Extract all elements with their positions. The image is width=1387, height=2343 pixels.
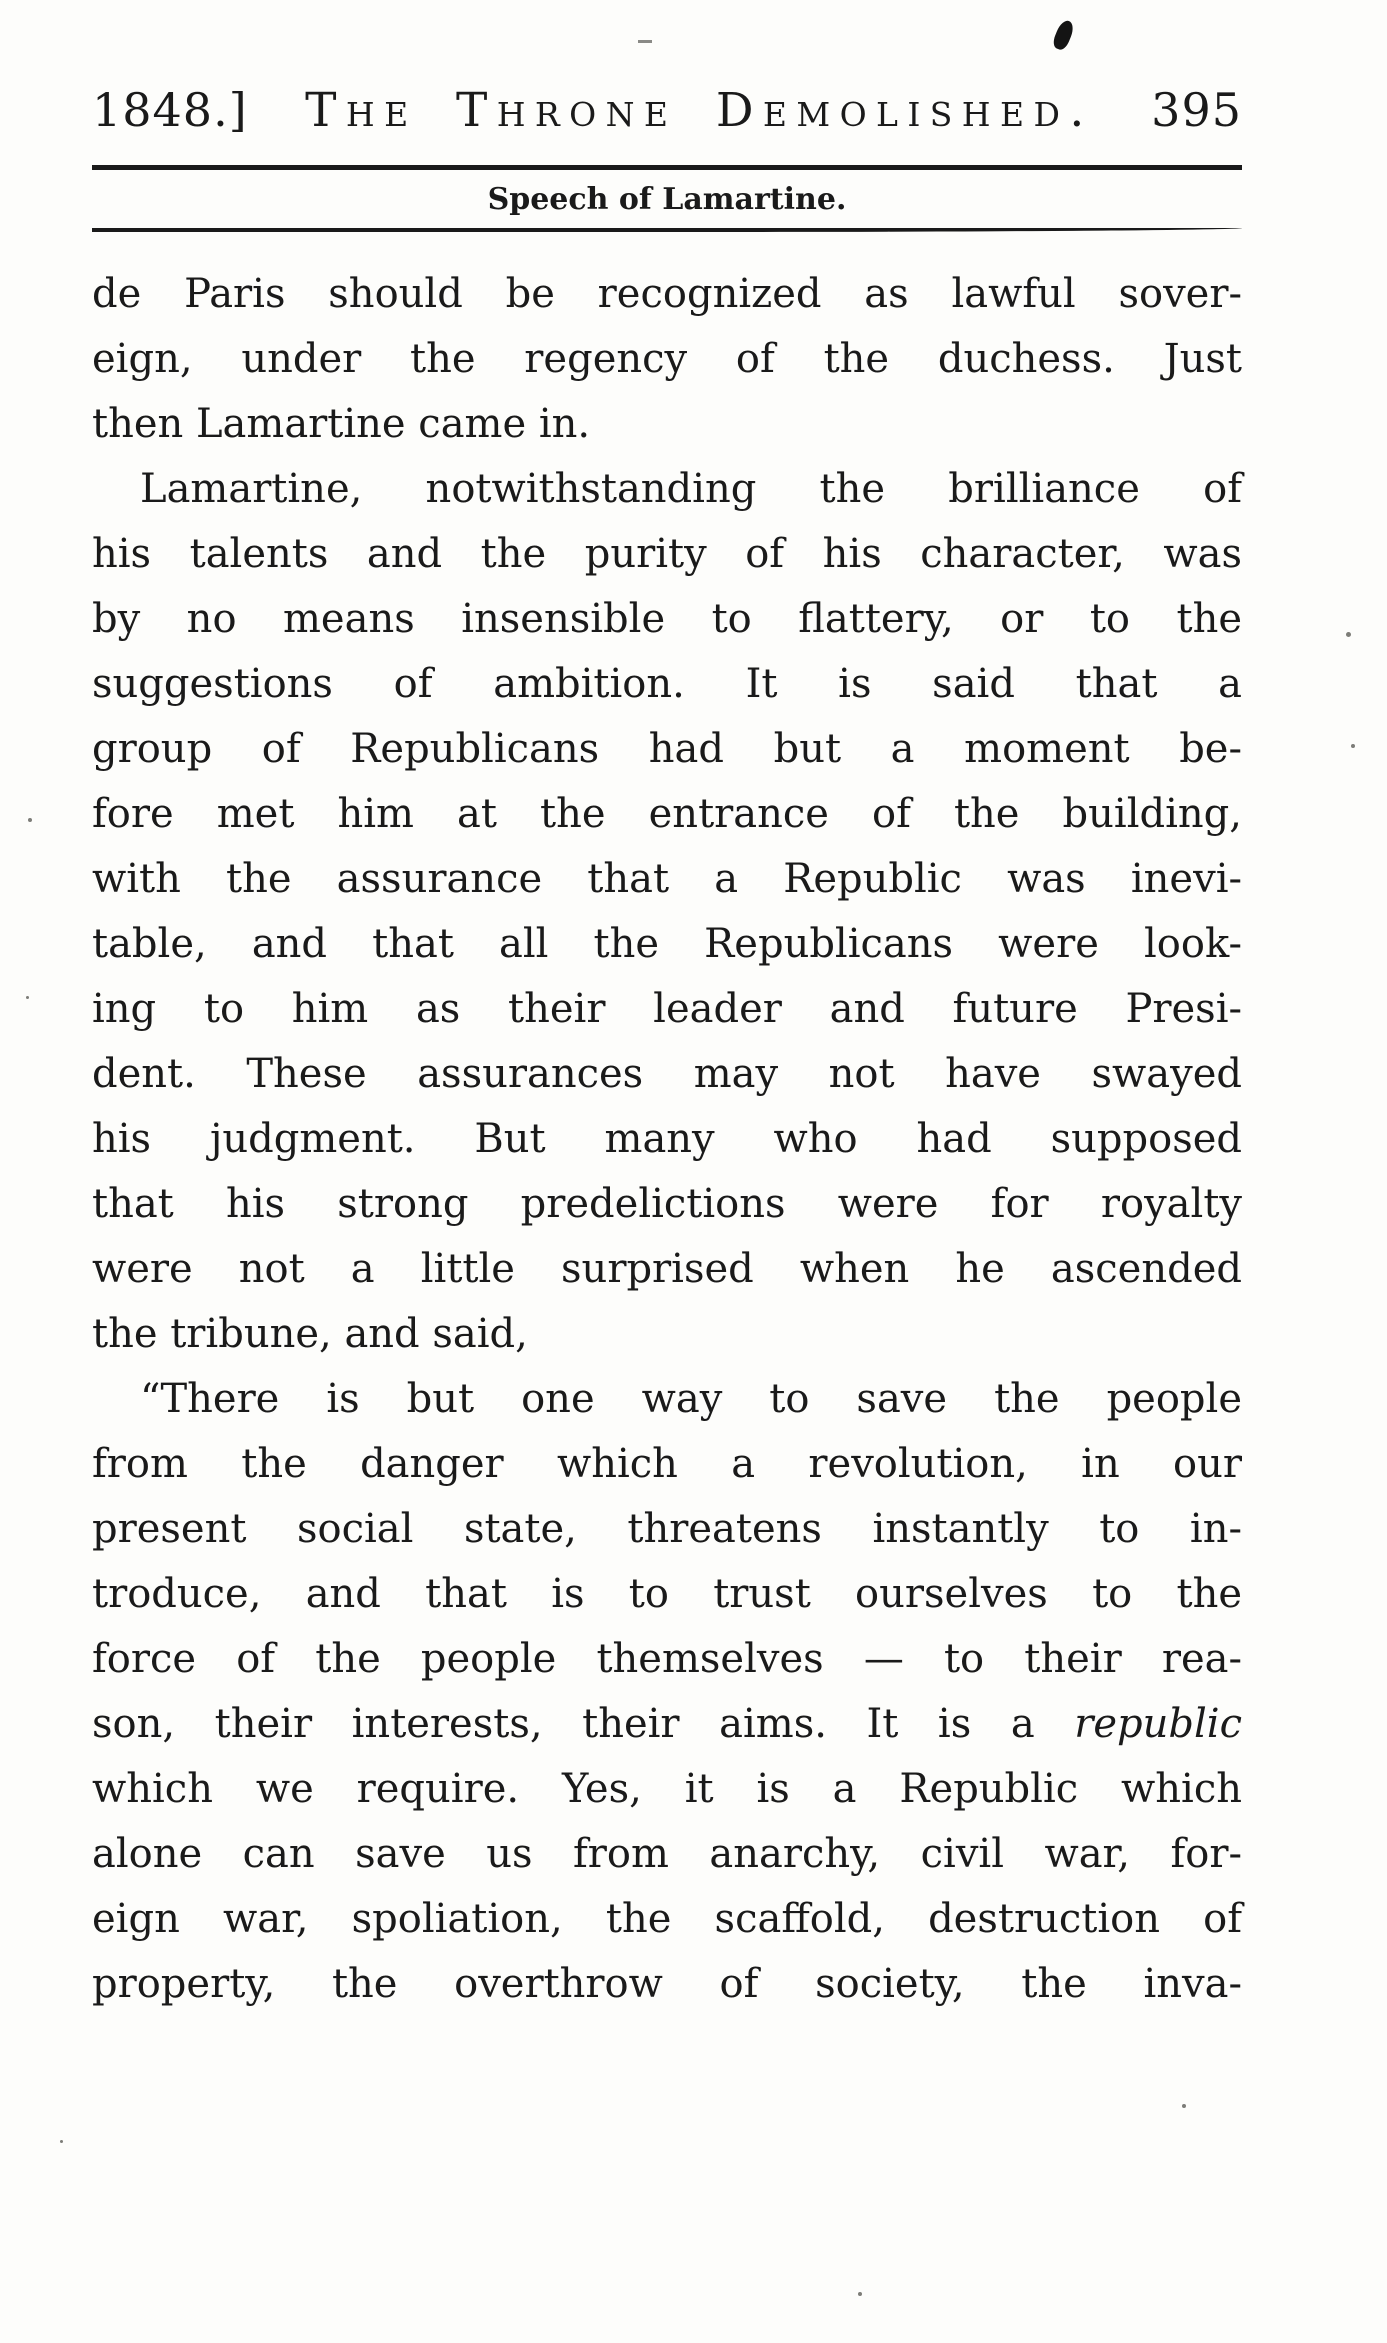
header-rule-top [92,165,1242,170]
paragraph [92,262,1242,457]
ink-blot [1051,18,1076,51]
page-title: The Throne Demolished. [305,83,1094,138]
text-line: dent. These assurances may not have swayed [92,1051,1242,1097]
page-number: 395 [1151,83,1242,137]
text-line: table, and that all the Republicans were look- [92,921,1242,967]
paragraph [92,1367,1242,2017]
text-line: property, the overthrow of society, the inva- [92,1961,1242,2007]
text-line: which we require. Yes, it is a Republic which [92,1766,1242,1812]
text-line: present social state, threatens instantly to in- [92,1506,1242,1552]
text-line: Lamartine, notwithstanding the brilliance of [140,466,1242,512]
text-line: alone can save us from anarchy, civil war, for- [92,1831,1242,1877]
page-header [92,82,1242,139]
ink-speck [1351,744,1355,748]
text-line: group of Republicans had but a moment be- [92,726,1242,772]
header-rule-bottom [92,228,1242,232]
text-line: eign war, spoliation, the scaffold, destruction of [92,1896,1242,1942]
ink-speck [1182,2104,1186,2108]
ink-speck [26,996,29,999]
text-line: by no means insensible to flattery, or to the [92,596,1242,642]
text-line: ing to him as their leader and future Presi- [92,986,1242,1032]
text-line: his judgment. But many who had supposed [92,1116,1242,1162]
ink-dash [638,40,652,43]
text-line: eign, under the regency of the duchess. Just [92,336,1242,382]
paragraph [92,457,1242,1367]
text-line: were not a little surprised when he ascended [92,1246,1242,1292]
ink-speck [858,2292,862,2296]
text-line: fore met him at the entrance of the building, [92,791,1242,837]
body-text [92,262,1242,2017]
running-head: Speech of Lamartine. [487,182,847,217]
ink-speck [28,818,32,822]
text-line: “There is but one way to save the people [140,1376,1242,1422]
text-line: troduce, and that is to trust ourselves to the [92,1571,1242,1617]
header-date: 1848.] [92,83,248,137]
text-line: his talents and the purity of his character, was [92,531,1242,577]
text-line: then Lamartine came in. [92,401,591,447]
text-line: with the assurance that a Republic was inevi- [92,856,1242,902]
text-line: that his strong predelictions were for royalty [92,1181,1242,1227]
text-column [92,82,1242,2017]
text-line: son, their interests, their aims. It is a republic [92,1701,1242,1747]
ink-speck [1346,632,1351,637]
text-line: the tribune, and said, [92,1311,528,1357]
text-line: de Paris should be recognized as lawful sover- [92,271,1242,317]
text-line: force of the people themselves — to their rea- [92,1636,1242,1682]
text-line: from the danger which a revolution, in our [92,1441,1242,1487]
text-line: suggestions of ambition. It is said that a [92,661,1242,707]
ink-speck [60,2140,63,2143]
